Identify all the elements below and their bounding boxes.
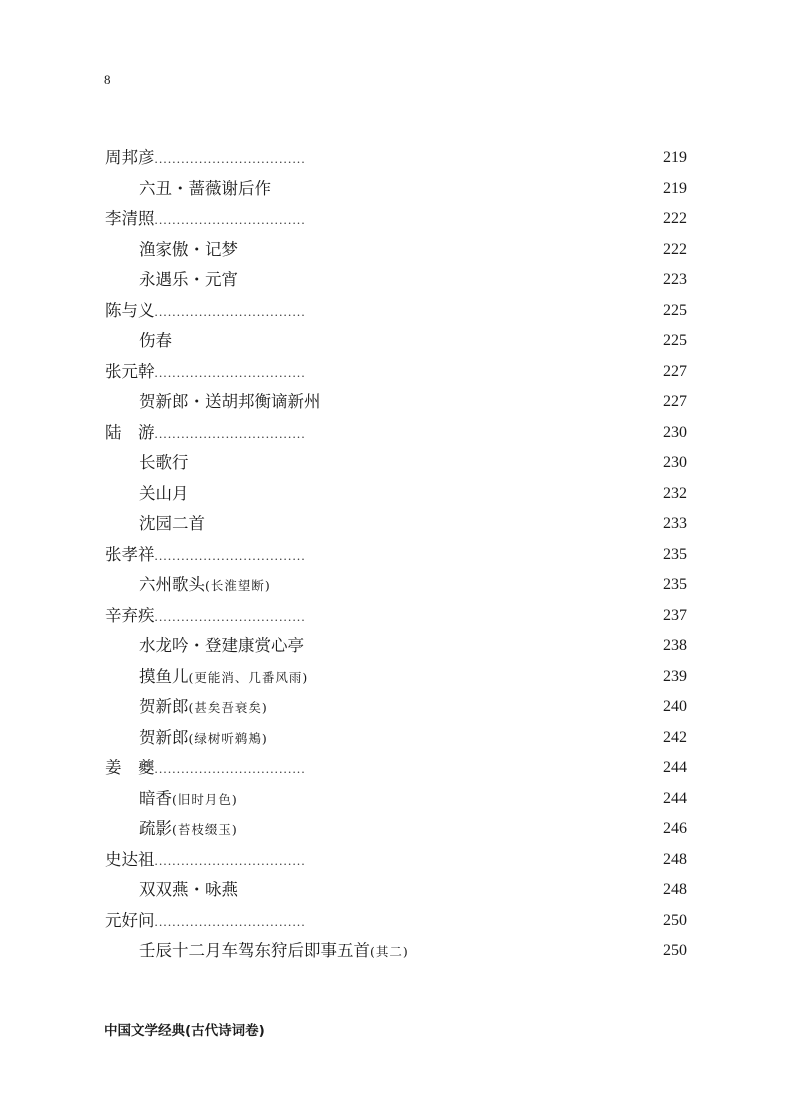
entry-subtitle-note: (绿树听鹈鴂) xyxy=(188,730,268,746)
page-ref: 248 xyxy=(663,850,687,868)
entry-title-text: 周邦彦 xyxy=(105,148,155,167)
entry-title-text: 渔家傲・记梦 xyxy=(139,239,238,259)
page-ref: 237 xyxy=(663,606,687,624)
page-ref: 239 xyxy=(663,667,687,685)
work-title xyxy=(105,448,189,479)
dot-leader: .................................. xyxy=(154,303,306,319)
page-ref: 227 xyxy=(663,393,687,410)
dot-leader: .................................. xyxy=(154,151,306,166)
entry-subtitle-note: (甚矣吾衰矣) xyxy=(188,700,268,715)
entry-title-text: 六州歌头 xyxy=(139,575,205,594)
page-ref: 223 xyxy=(663,271,687,288)
page-number: 8 xyxy=(104,72,111,87)
work-title xyxy=(105,265,238,296)
entry-title-text: 李清照 xyxy=(105,209,155,228)
work-title xyxy=(105,692,268,724)
author-name xyxy=(105,753,155,784)
author-name xyxy=(105,143,155,174)
work-title xyxy=(105,509,205,540)
toc-author-entry[interactable] xyxy=(105,204,687,235)
entry-title-text: 摸鱼儿 xyxy=(139,666,189,686)
toc-work-entry[interactable] xyxy=(105,448,687,479)
page-ref: 233 xyxy=(663,515,687,532)
entry-title-text: 贺新郎 xyxy=(139,727,189,747)
entry-title-text: 沈园二首 xyxy=(139,514,205,533)
book-title-footer: 中国文学经典(古代诗词卷) xyxy=(104,1023,265,1039)
work-title xyxy=(105,570,271,602)
dot-leader: .................................. xyxy=(154,852,306,868)
toc-work-entry[interactable] xyxy=(105,326,687,357)
work-title xyxy=(105,875,238,906)
toc-work-entry[interactable] xyxy=(105,875,687,906)
toc-work-entry[interactable] xyxy=(105,814,687,845)
toc-work-entry[interactable] xyxy=(105,265,687,296)
dot-leader: .................................. xyxy=(154,364,306,380)
toc-author-entry[interactable] xyxy=(105,601,687,632)
page-ref: 244 xyxy=(663,789,687,807)
page-ref: 238 xyxy=(663,637,687,654)
toc-work-entry[interactable] xyxy=(105,723,687,754)
work-title xyxy=(105,723,268,755)
author-name xyxy=(105,418,155,449)
toc-work-entry[interactable] xyxy=(105,662,687,693)
page-ref: 248 xyxy=(663,881,687,898)
dot-leader: .................................. xyxy=(154,913,306,929)
page-ref: 242 xyxy=(663,728,687,746)
page-ref: 244 xyxy=(663,759,687,776)
work-title xyxy=(105,814,238,846)
author-name xyxy=(105,906,155,937)
work-title xyxy=(105,479,189,510)
entry-title-text: 暗香 xyxy=(139,788,172,808)
work-title xyxy=(105,662,308,694)
page-ref: 246 xyxy=(663,820,687,837)
toc-work-entry[interactable] xyxy=(105,784,687,815)
entry-subtitle-note: (其二) xyxy=(370,944,409,959)
page-ref: 250 xyxy=(663,942,687,959)
entry-title-text: 关山月 xyxy=(139,483,189,503)
toc-author-entry[interactable] xyxy=(105,540,687,571)
dot-leader: .................................. xyxy=(154,212,306,227)
entry-title-text: 永遇乐・元宵 xyxy=(139,270,238,289)
toc-work-entry[interactable] xyxy=(105,936,687,967)
work-title xyxy=(105,936,409,968)
author-name xyxy=(105,540,155,571)
toc-work-entry[interactable] xyxy=(105,570,687,601)
work-title xyxy=(105,631,304,662)
toc-work-entry[interactable] xyxy=(105,692,687,723)
entry-title-text: 陆 游 xyxy=(105,422,155,442)
entry-title-text: 贺新郎 xyxy=(139,697,189,716)
work-title xyxy=(105,326,172,357)
toc-work-entry[interactable] xyxy=(105,509,687,540)
toc-author-entry[interactable] xyxy=(105,906,687,937)
page-ref: 227 xyxy=(663,362,687,380)
entry-title-text: 疏影 xyxy=(139,819,172,838)
entry-title-text: 伤春 xyxy=(139,331,172,350)
page-ref: 230 xyxy=(663,454,687,471)
author-name xyxy=(105,204,155,235)
entry-title-text: 张元幹 xyxy=(105,361,155,381)
page-ref: 225 xyxy=(663,332,687,349)
page-ref: 235 xyxy=(663,545,687,563)
entry-subtitle-note: (旧时月色) xyxy=(172,791,238,807)
page-ref: 230 xyxy=(663,423,687,441)
entry-title-text: 陈与义 xyxy=(105,300,155,320)
dot-leader: .................................. xyxy=(154,547,306,563)
entry-subtitle-note: (长淮望断) xyxy=(205,578,271,593)
toc-author-entry[interactable] xyxy=(105,418,687,449)
toc-work-entry[interactable] xyxy=(105,631,687,662)
toc-author-entry[interactable] xyxy=(105,357,687,388)
dot-leader: .................................. xyxy=(154,425,306,441)
entry-title-text: 双双燕・咏燕 xyxy=(139,880,238,899)
page-ref: 225 xyxy=(663,301,687,319)
toc-work-entry[interactable] xyxy=(105,174,687,205)
entry-title-text: 元好问 xyxy=(105,910,155,930)
author-name xyxy=(105,296,155,327)
entry-title-text: 贺新郎・送胡邦衡谪新州 xyxy=(139,392,321,411)
entry-subtitle-note: (更能消、几番风雨) xyxy=(188,669,309,685)
author-name xyxy=(105,357,155,388)
entry-title-text: 水龙吟・登建康赏心亭 xyxy=(139,636,304,655)
toc-author-entry[interactable] xyxy=(105,296,687,327)
page-ref: 250 xyxy=(663,911,687,929)
page-ref: 222 xyxy=(663,240,687,258)
work-title xyxy=(105,784,238,816)
work-title xyxy=(105,174,271,205)
author-name xyxy=(105,845,155,876)
work-title xyxy=(105,387,321,418)
dot-leader: .................................. xyxy=(154,761,306,776)
page-ref: 232 xyxy=(663,484,687,502)
toc-work-entry[interactable] xyxy=(105,235,687,266)
work-title xyxy=(105,235,238,266)
entry-subtitle-note: (苔枝缀玉) xyxy=(172,822,238,837)
entry-title-text: 壬辰十二月车驾东狩后即事五首 xyxy=(139,941,370,960)
entry-title-text: 张孝祥 xyxy=(105,544,155,564)
page-ref: 235 xyxy=(663,576,687,593)
page-ref: 219 xyxy=(663,149,687,166)
page-ref: 219 xyxy=(663,179,687,197)
toc-work-entry[interactable] xyxy=(105,387,687,418)
table-of-contents xyxy=(105,143,687,967)
entry-title-text: 长歌行 xyxy=(139,453,189,472)
toc-work-entry[interactable] xyxy=(105,479,687,510)
entry-title-text: 辛弃疾 xyxy=(105,605,155,625)
page-ref: 240 xyxy=(663,698,687,715)
entry-title-text: 史达祖 xyxy=(105,849,155,869)
entry-title-text: 六丑・蔷薇谢后作 xyxy=(139,178,271,198)
page-ref: 222 xyxy=(663,210,687,227)
entry-title-text: 姜 夔 xyxy=(105,758,155,777)
toc-author-entry[interactable] xyxy=(105,143,687,174)
author-name xyxy=(105,601,155,632)
dot-leader: .................................. xyxy=(154,608,306,624)
toc-author-entry[interactable] xyxy=(105,753,687,784)
toc-author-entry[interactable] xyxy=(105,845,687,876)
